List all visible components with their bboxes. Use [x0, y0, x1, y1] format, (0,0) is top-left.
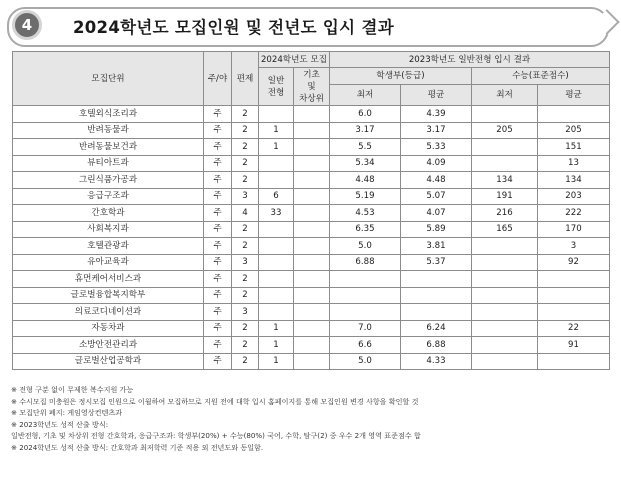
cell-general: 1 [259, 139, 294, 156]
cell-basic [294, 122, 330, 139]
cell-day-night: 주 [204, 188, 232, 205]
cell-record-min [330, 304, 401, 321]
cell-record-min: 5.5 [330, 139, 401, 156]
cell-record-avg: 4.48 [401, 172, 472, 189]
cell-record-min: 3.17 [330, 122, 401, 139]
cell-day-night: 주 [204, 106, 232, 123]
cell-day-night: 주 [204, 221, 232, 238]
cell-program: 2 [232, 155, 259, 172]
cell-day-night: 주 [204, 122, 232, 139]
cell-unit: 반려동물과 [13, 122, 204, 139]
cell-program: 4 [232, 205, 259, 222]
table-row [13, 106, 610, 123]
footnote-line: ※ 2023학년도 성적 산출 방식: [11, 419, 109, 429]
cell-unit: 휴먼케어서비스과 [13, 271, 204, 288]
cell-program: 2 [232, 221, 259, 238]
cell-day-night: 주 [204, 271, 232, 288]
cell-basic [294, 337, 330, 354]
cell-program: 3 [232, 254, 259, 271]
cell-general [259, 155, 294, 172]
cell-record-min: 5.19 [330, 188, 401, 205]
cell-program: 2 [232, 172, 259, 189]
cell-general [259, 106, 294, 123]
col-header-day-night: 주/야 [204, 52, 232, 106]
cell-day-night: 주 [204, 254, 232, 271]
admission-table [12, 51, 610, 370]
cell-program: 2 [232, 139, 259, 156]
cell-record-min: 5.0 [330, 353, 401, 370]
cell-record-min: 5.0 [330, 238, 401, 255]
cell-record-min: 5.34 [330, 155, 401, 172]
cell-general [259, 172, 294, 189]
cell-basic [294, 172, 330, 189]
cell-general: 1 [259, 122, 294, 139]
cell-csat-min [472, 320, 538, 337]
cell-csat-avg: 170 [538, 221, 610, 238]
col-header-record-min: 최저 [330, 85, 401, 106]
section-number-badge: 4 [12, 10, 42, 40]
col-header-result-2023: 2023학년도 일반전형 입시 결과 [330, 52, 610, 68]
cell-unit: 호텔관광과 [13, 238, 204, 255]
cell-csat-min [472, 106, 538, 123]
cell-program: 2 [232, 271, 259, 288]
cell-general: 1 [259, 337, 294, 354]
footnote-line: ※ 전형 구분 없이 무제한 복수지원 가능 [11, 385, 134, 394]
cell-record-min: 6.35 [330, 221, 401, 238]
cell-csat-min [472, 337, 538, 354]
table-row [13, 155, 610, 172]
cell-general [259, 304, 294, 321]
cell-basic [294, 221, 330, 238]
cell-record-avg: 5.89 [401, 221, 472, 238]
table-row [13, 304, 610, 321]
cell-csat-avg: 222 [538, 205, 610, 222]
col-header-recruit-2024: 2024학년도 모집 [259, 52, 330, 68]
col-header-basic: 기초 및 차상위 [294, 68, 330, 106]
cell-unit: 유아교육과 [13, 254, 204, 271]
table-row [13, 205, 610, 222]
cell-basic [294, 320, 330, 337]
cell-basic [294, 254, 330, 271]
col-header-record-avg: 평균 [401, 85, 472, 106]
cell-record-min: 6.88 [330, 254, 401, 271]
cell-record-min [330, 271, 401, 288]
cell-csat-min [472, 254, 538, 271]
cell-day-night: 주 [204, 238, 232, 255]
cell-csat-min: 165 [472, 221, 538, 238]
table-row [13, 122, 610, 139]
cell-day-night: 주 [204, 337, 232, 354]
cell-program: 3 [232, 304, 259, 321]
cell-basic [294, 139, 330, 156]
cell-unit: 그린식품가공과 [13, 172, 204, 189]
table-row [13, 238, 610, 255]
cell-basic [294, 304, 330, 321]
cell-basic [294, 155, 330, 172]
table-row [13, 320, 610, 337]
col-header-program: 편제 [232, 52, 259, 106]
cell-basic [294, 271, 330, 288]
cell-unit: 호텔외식조리과 [13, 106, 204, 123]
cell-csat-min [472, 353, 538, 370]
cell-unit: 글로벌산업공학과 [13, 353, 204, 370]
cell-csat-avg: 13 [538, 155, 610, 172]
cell-day-night: 주 [204, 139, 232, 156]
cell-general: 6 [259, 188, 294, 205]
cell-record-min [330, 287, 401, 304]
section-title: 2024학년도 모집인원 및 전년도 입시 결과 [73, 18, 394, 37]
cell-record-min: 7.0 [330, 320, 401, 337]
cell-general [259, 254, 294, 271]
cell-unit: 소방안전관리과 [13, 337, 204, 354]
cell-record-avg: 6.24 [401, 320, 472, 337]
cell-day-night: 주 [204, 287, 232, 304]
cell-csat-avg: 205 [538, 122, 610, 139]
cell-csat-avg: 91 [538, 337, 610, 354]
cell-basic [294, 205, 330, 222]
cell-unit: 간호학과 [13, 205, 204, 222]
cell-general [259, 238, 294, 255]
col-header-csat-min: 최저 [472, 85, 538, 106]
cell-day-night: 주 [204, 304, 232, 321]
cell-day-night: 주 [204, 320, 232, 337]
cell-record-avg: 5.37 [401, 254, 472, 271]
cell-basic [294, 353, 330, 370]
table-row [13, 287, 610, 304]
table-row [13, 254, 610, 271]
table-row [13, 337, 610, 354]
table-row [13, 172, 610, 189]
cell-csat-avg: 203 [538, 188, 610, 205]
cell-record-avg: 5.07 [401, 188, 472, 205]
cell-day-night: 주 [204, 172, 232, 189]
cell-csat-min: 205 [472, 122, 538, 139]
cell-csat-avg [538, 304, 610, 321]
cell-program: 2 [232, 320, 259, 337]
cell-unit: 응급구조과 [13, 188, 204, 205]
cell-csat-min [472, 304, 538, 321]
footnote-line: ※ 2024학년도 성적 산출 방식: 간호학과 최저학력 기준 적용 외 전년도와 동일함. [11, 442, 264, 452]
cell-csat-avg: 22 [538, 320, 610, 337]
cell-program: 2 [232, 337, 259, 354]
cell-program: 2 [232, 106, 259, 123]
table-row [13, 271, 610, 288]
cell-unit: 뷰티아트과 [13, 155, 204, 172]
cell-csat-avg: 134 [538, 172, 610, 189]
cell-unit: 글로벌융합복지학부 [13, 287, 204, 304]
cell-basic [294, 287, 330, 304]
cell-csat-min [472, 139, 538, 156]
cell-csat-min [472, 287, 538, 304]
cell-csat-avg [538, 287, 610, 304]
col-header-csat: 수능(표준점수) [472, 68, 610, 85]
cell-basic [294, 238, 330, 255]
cell-general: 1 [259, 353, 294, 370]
cell-day-night: 주 [204, 205, 232, 222]
cell-record-avg: 5.33 [401, 139, 472, 156]
cell-record-avg: 4.09 [401, 155, 472, 172]
cell-program: 2 [232, 122, 259, 139]
cell-basic [294, 188, 330, 205]
cell-general [259, 221, 294, 238]
cell-program: 2 [232, 287, 259, 304]
col-header-csat-avg: 평균 [538, 85, 610, 106]
cell-unit: 의료코디네이션과 [13, 304, 204, 321]
cell-csat-avg [538, 106, 610, 123]
cell-record-avg: 3.81 [401, 238, 472, 255]
cell-record-avg [401, 304, 472, 321]
cell-day-night: 주 [204, 155, 232, 172]
cell-record-avg: 3.17 [401, 122, 472, 139]
col-header-unit: 모집단위 [13, 52, 204, 106]
cell-basic [294, 106, 330, 123]
cell-record-avg: 6.88 [401, 337, 472, 354]
cell-program: 3 [232, 188, 259, 205]
cell-csat-min: 134 [472, 172, 538, 189]
cell-record-min: 6.0 [330, 106, 401, 123]
cell-record-avg: 4.39 [401, 106, 472, 123]
table-row [13, 188, 610, 205]
cell-unit: 사회복지과 [13, 221, 204, 238]
cell-csat-min [472, 271, 538, 288]
col-header-general: 일반 전형 [259, 68, 294, 106]
cell-csat-avg: 3 [538, 238, 610, 255]
cell-csat-min: 191 [472, 188, 538, 205]
cell-general: 1 [259, 320, 294, 337]
table-row [13, 221, 610, 238]
cell-record-avg: 4.33 [401, 353, 472, 370]
cell-csat-avg: 151 [538, 139, 610, 156]
col-header-school-record: 학생부(등급) [330, 68, 472, 85]
cell-general [259, 271, 294, 288]
table-row [13, 353, 610, 370]
cell-general: 33 [259, 205, 294, 222]
cell-csat-min: 216 [472, 205, 538, 222]
cell-record-min: 4.48 [330, 172, 401, 189]
cell-program: 2 [232, 353, 259, 370]
cell-general [259, 287, 294, 304]
cell-day-night: 주 [204, 353, 232, 370]
cell-csat-min [472, 155, 538, 172]
cell-csat-min [472, 238, 538, 255]
footnotes [11, 384, 421, 453]
cell-csat-avg: 92 [538, 254, 610, 271]
cell-record-avg [401, 287, 472, 304]
cell-record-avg: 4.07 [401, 205, 472, 222]
cell-record-min: 6.6 [330, 337, 401, 354]
footnote-line: ※ 모집단위 폐지: 게임영상컨텐츠과 [11, 408, 123, 417]
cell-csat-avg [538, 271, 610, 288]
footnote-line: ※ 수시모집 미충원은 정시모집 인원으로 이월하여 모집하므로 지원 전에 대학 입시 홈페이지를 통해 모집인원 변경 사항을 확인할 것 [11, 396, 419, 406]
cell-record-avg [401, 271, 472, 288]
cell-program: 2 [232, 238, 259, 255]
cell-unit: 자동차과 [13, 320, 204, 337]
cell-unit: 반려동물보건과 [13, 139, 204, 156]
cell-record-min: 4.53 [330, 205, 401, 222]
table-row [13, 139, 610, 156]
cell-csat-avg [538, 353, 610, 370]
footnote-line: 일반전형, 기초 및 차상위 전형 간호학과, 응급구조과: 학생부(20%) + 수능(80%) 국어, 수학, 탐구(2) 중 우수 2개 영역 표준점수 합 [11, 431, 421, 440]
